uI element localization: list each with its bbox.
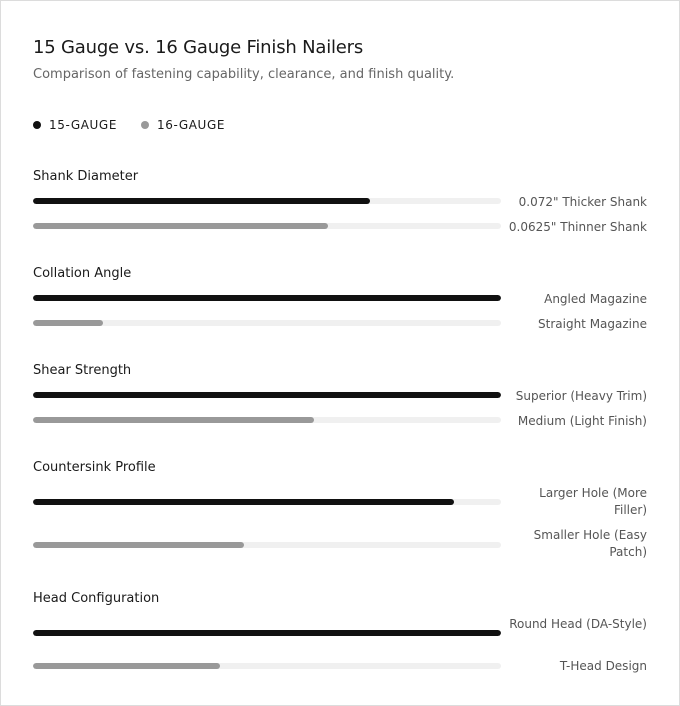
data-label-shank-diameter-15-gauge: 0.072" Thicker Shank xyxy=(518,195,647,209)
bar-track-collation-angle-16-gauge xyxy=(33,320,501,326)
bar-countersink-profile-15-gauge xyxy=(33,499,454,505)
legend-label-16-gauge: 16-GAUGE xyxy=(157,118,226,132)
bar-track-shank-diameter-16-gauge xyxy=(33,223,501,229)
chart-subtitle: Comparison of fastening capability, clearance, and finish quality. xyxy=(33,67,455,82)
bar-track-collation-angle-15-gauge xyxy=(33,295,501,301)
bar-countersink-profile-16-gauge xyxy=(33,542,244,548)
bar-shank-diameter-16-gauge xyxy=(33,223,328,229)
data-label-shank-diameter-16-gauge: 0.0625" Thinner Shank xyxy=(508,220,647,234)
data-label-collation-angle-16-gauge: Straight Magazine xyxy=(538,317,647,331)
legend-item-15-gauge xyxy=(33,118,117,132)
bar-shear-strength-16-gauge xyxy=(33,417,314,423)
bar-collation-angle-16-gauge xyxy=(33,320,103,326)
bar-track-head-configuration-15-gauge xyxy=(33,630,501,636)
data-label-countersink-profile-15-gauge: Larger Hole (More Filler) xyxy=(539,486,647,517)
data-label-shear-strength-15-gauge: Superior (Heavy Trim) xyxy=(515,389,647,403)
category-label-shank-diameter: Shank Diameter xyxy=(33,169,139,184)
legend-dot-15-gauge xyxy=(33,121,41,129)
data-label-head-configuration-16-gauge: T-Head Design xyxy=(559,659,647,673)
bar-collation-angle-15-gauge xyxy=(33,295,501,301)
data-label-head-configuration-15-gauge: Round Head (DA-Style) xyxy=(509,617,647,631)
legend-label-15-gauge: 15-GAUGE xyxy=(49,118,118,132)
bar-head-configuration-16-gauge xyxy=(33,663,220,669)
category-label-countersink-profile: Countersink Profile xyxy=(33,460,156,475)
bar-track-countersink-profile-15-gauge xyxy=(33,499,501,505)
data-label-collation-angle-15-gauge: Angled Magazine xyxy=(544,292,647,306)
bar-track-countersink-profile-16-gauge xyxy=(33,542,501,548)
bar-track-shear-strength-16-gauge xyxy=(33,417,501,423)
legend-item-16-gauge xyxy=(141,118,225,132)
chart-title: 15 Gauge vs. 16 Gauge Finish Nailers xyxy=(33,37,364,58)
data-label-shear-strength-16-gauge: Medium (Light Finish) xyxy=(517,414,647,428)
bar-head-configuration-15-gauge xyxy=(33,630,501,636)
category-label-head-configuration: Head Configuration xyxy=(33,591,160,606)
category-label-collation-angle: Collation Angle xyxy=(33,266,132,281)
legend xyxy=(33,118,249,132)
bar-track-shear-strength-15-gauge xyxy=(33,392,501,398)
bar-shear-strength-15-gauge xyxy=(33,392,501,398)
category-label-shear-strength: Shear Strength xyxy=(33,363,132,378)
data-label-countersink-profile-16-gauge: Smaller Hole (Easy Patch) xyxy=(533,528,647,559)
legend-dot-16-gauge xyxy=(141,121,149,129)
bar-track-shank-diameter-15-gauge xyxy=(33,198,501,204)
bar-track-head-configuration-16-gauge xyxy=(33,663,501,669)
bar-shank-diameter-15-gauge xyxy=(33,198,370,204)
